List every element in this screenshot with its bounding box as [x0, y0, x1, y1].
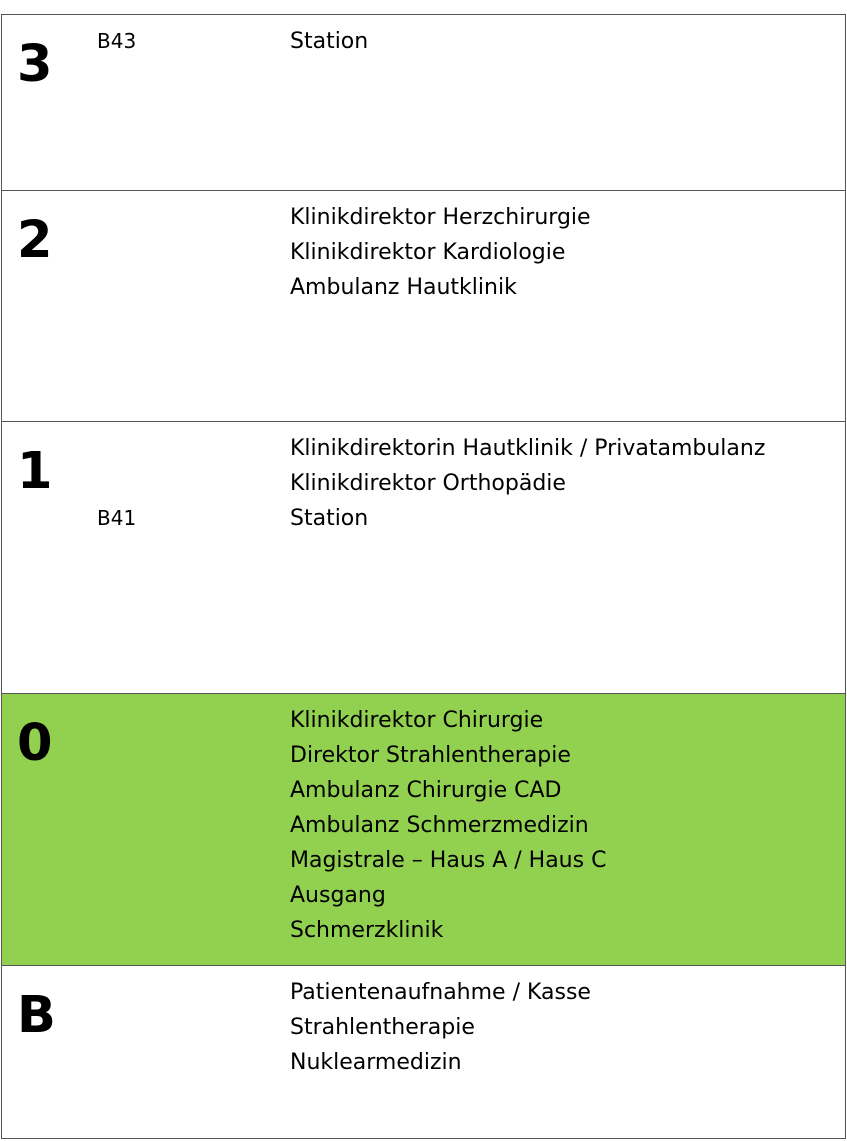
- department-item: Ambulanz Hautklinik: [290, 275, 517, 300]
- department-item: Patientenaufnahme / Kasse: [290, 980, 591, 1005]
- department-item: Klinikdirektor Kardiologie: [290, 240, 566, 265]
- floor-row-b: [2, 966, 845, 1140]
- building-code: [97, 466, 136, 501]
- department-list: [290, 200, 591, 305]
- department-item: Direktor Strahlentherapie: [290, 743, 571, 768]
- floor-directory: [1, 14, 846, 1139]
- department-item: Klinikdirektor Chirurgie: [290, 708, 544, 733]
- department-item: Strahlentherapie: [290, 1015, 475, 1040]
- department-item: Klinikdirektor Herzchirurgie: [290, 205, 591, 230]
- building-code: B43: [97, 29, 137, 53]
- department-item: Magistrale – Haus A / Haus C: [290, 848, 607, 873]
- floor-row-2: [2, 191, 845, 422]
- department-item: Nuklearmedizin: [290, 1050, 462, 1075]
- department-item: Station: [290, 29, 369, 54]
- building-code: B41: [97, 506, 137, 530]
- department-item: Schmerzklinik: [290, 918, 444, 943]
- department-item: Klinikdirektor Orthopädie: [290, 471, 566, 496]
- building-codes: [97, 431, 136, 536]
- floor-row-3: [2, 15, 845, 191]
- floor-number: 0: [17, 714, 53, 773]
- department-list: [290, 431, 765, 536]
- floor-row-0-current: [2, 694, 845, 966]
- floor-number: 3: [17, 35, 53, 94]
- department-item: Klinikdirektorin Hautklinik / Privatambulanz: [290, 436, 766, 461]
- department-list: [290, 24, 368, 59]
- floor-number: B: [17, 986, 56, 1045]
- floor-number: 2: [17, 211, 53, 270]
- department-item: Ambulanz Chirurgie CAD: [290, 778, 562, 803]
- building-code: [97, 431, 136, 466]
- building-codes: [97, 24, 136, 59]
- floor-row-1: [2, 422, 845, 694]
- department-item: Ambulanz Schmerzmedizin: [290, 813, 589, 838]
- department-item: Station: [290, 506, 369, 531]
- floor-number: 1: [17, 442, 53, 501]
- department-item: Ausgang: [290, 883, 386, 908]
- department-list: [290, 703, 606, 948]
- department-list: [290, 975, 591, 1080]
